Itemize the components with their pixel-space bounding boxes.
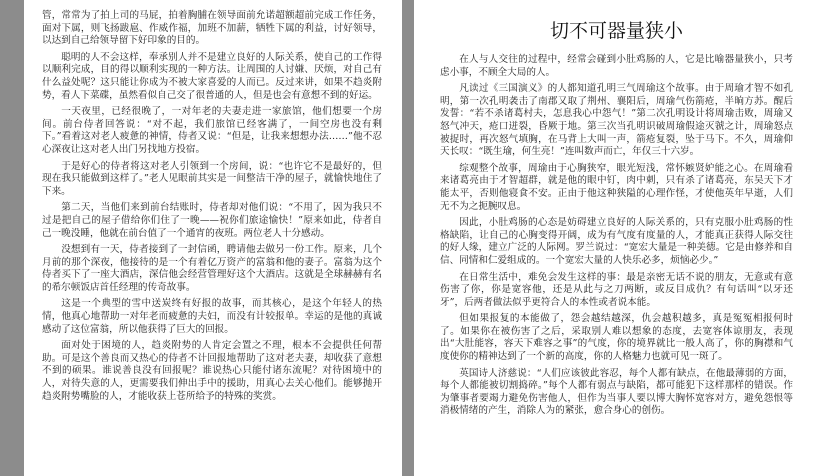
paragraph: 因此，小肚鸡肠的心态是妨碍建立良好的人际关系的，只有克服小肚鸡肠的性格缺陷，让自己的心胸变得开阔，成为有气度有度量的人，才能真正获得人际交往的好人缘，建立广泛的人际网。罗兰说过：“宽宏大量是一种美德。它是由修养和自信、同情和仁爱组成的。一个宽宏大量的人快乐必多，烦恼必少。” — [440, 217, 793, 266]
paragraph: 管，常常为了拍上司的马屁，拍着胸脯在领导面前允诺超额超前完成工作任务，面对下属，则飞扬跋扈、作威作福，加班不加薪，牺牲下属的利益，讨好领导，以达到自己给领导留下好印象的目的。 — [42, 10, 382, 47]
paragraph: 凡读过《三国演义》的人都知道孔明三气周瑜这个故事。由于周瑜才智不如孔明，第一次孔明袭击了南郡又取了荆州、襄阳后，周瑜气伤箭疮，半晌方苏。醒后发誓：“若不杀诸葛村夫，怎息我心中怨气！”第二次孔明设计将周瑜击败，周瑜又怒气冲天，疮口迸裂，昏厥于地。第三次当孔明识破周瑜假途灭虢之计，周瑜怒点被捉时，再次怒气填胸，在马背上大叫一声，箭疮复裂，坠于马下。不久，周瑜仰天长叹：“既生瑜，何生亮！”连叫数声而亡，年仅三十六岁。 — [440, 83, 793, 158]
viewer-left-margin — [0, 0, 24, 476]
chapter-title: 切不可器量狭小 — [549, 20, 683, 42]
document-page-left — [24, 0, 402, 476]
paragraph: 面对处于困境的人，趋炎附势的人肯定会置之不理，根本不会提供任何帮助。可是这个善良而又热心的侍者不计回报地帮助了这对老夫妻，却收获了意想不到的硕果。谁说善良没有回报呢？谁说热心只能付诸东流呢？对待困境中的人，对待失意的人，更需要我们伸出手中的援助，用真心去关心他们。能够抛开趋炎附势嘴脸的人，才能收获上苍所给予的特殊的奖赏。 — [42, 340, 382, 402]
page-gutter — [402, 0, 414, 476]
paragraph: 在人与人交往的过程中，经常会碰到小肚鸡肠的人，它是比喻器量狭小，只考虑小事，不顾全大局的人。 — [440, 54, 793, 78]
paragraph: 在日常生活中，难免会发生这样的事：最是亲密无话不说的朋友，无意或有意伤害了你，你是宽容他，还是从此与之刀两断，或反目成仇？有句话叫“以牙还牙”，后两者做法似乎更符合人的本性或者说本能。 — [440, 271, 793, 308]
paragraph: 这是一个典型的雪中送炭终有好报的故事，而其核心，是这个年轻人的热情，他真心地帮助一对年老而疲惫的夫妇，而没有计较报单。幸运的是他的真诚感动了这位富翁，所以他获得了巨大的回报。 — [42, 298, 382, 335]
paragraph: 英国诗人济慈说：“人们应该彼此容忍，每个人都有缺点，在他最薄弱的方面，每个人都能被切割捣碎。”每个人都有弱点与缺陷，都可能犯下这样那样的错误。作为肇事者要竭力避免伤害他人，但作为当事人要以博大胸怀宽容对方，避免怨恨等消极情绪的产生，消除人为的紧张，愈合身心的创伤。 — [440, 367, 793, 417]
paragraph: 但如果报复的本能做了，怨会越结越深，仇会越积越多，真是冤冤相报何时了。如果你在被伤害了之后，采取别人难以想象的态度，去宽容体谅朋友，表现出“大肚能容，容天下难容之事”的气度，你的境界就比一般人高了，你的胸襟和气度使你的精神达到了一个新的高度，你的人格魅力也就可见一斑了。 — [440, 313, 793, 363]
paragraph: 没想到有一天，侍者接到了一封信函，聘请他去做另一份工作。原来，几个月前的那个深夜，他接待的是一个有着亿万资产的富翁和他的妻子。富翁为这个侍者买下了一座大酒店，深信他会经营管理好这个大酒店。这就是全球赫赫有名的希尔顿饭店首任经理的传奇故事。 — [42, 244, 382, 293]
paragraph: 聪明的人不会这样，奉承别人并不是建立良好的人际关系，使自己的工作得以顺利完成，目的得以顺利实现的一种方法。让周围的人讨嫌、厌烦，对自己有什么益处呢？这只能让你成为不被大家喜爱的人而已。反过来讲，如果不趋炎附势，看人下菜碟，虽然看似自己交了很普通的人，但是也会有意想不到的好运。 — [42, 51, 382, 101]
paragraph: 第二天，当他们来到前台结账时，侍者却对他们说：“不用了，因为我只不过是把自己的屋子借给你们住了一晚——祝你们旅途愉快！”原来如此，侍者自己一晚没睡，他就在前台值了一个通宵的夜班。两位老人十分感动。 — [42, 202, 382, 239]
document-page-right — [414, 0, 821, 476]
paragraph: 一天夜里，已经很晚了，一对年老的夫妻走进一家旅馆，他们想要一个房间。前台侍者回答说：“对不起，我们旅馆已经客满了，一间空房也没有剩下。”看着这对老人疲惫的神情，侍者又说：“但是，让我来想想办法……”他不忍心深夜让这对老人出门另找地方投宿。 — [42, 106, 382, 155]
paragraph: 于是好心的侍者将这对老人引领到一个房间，说：“也许它不是最好的，但现在我只能做到这样了。”老人见眼前其实是一间整洁干净的屋子，就愉快地住了下来。 — [42, 160, 382, 197]
paragraph: 综观整个故事，周瑜由于心胸狭窄，眼光短浅，常怀嫉贤妒能之心。在周瑜看来诸葛亮由于才智超群，就是他的眼中钉，肉中刺，只有杀了诸葛亮，东吴天下才能太平，否则他寝食不安。正由于他这种狭隘的心理作怪，才使他英年早逝，人们无不为之扼腕叹息。 — [440, 162, 793, 212]
